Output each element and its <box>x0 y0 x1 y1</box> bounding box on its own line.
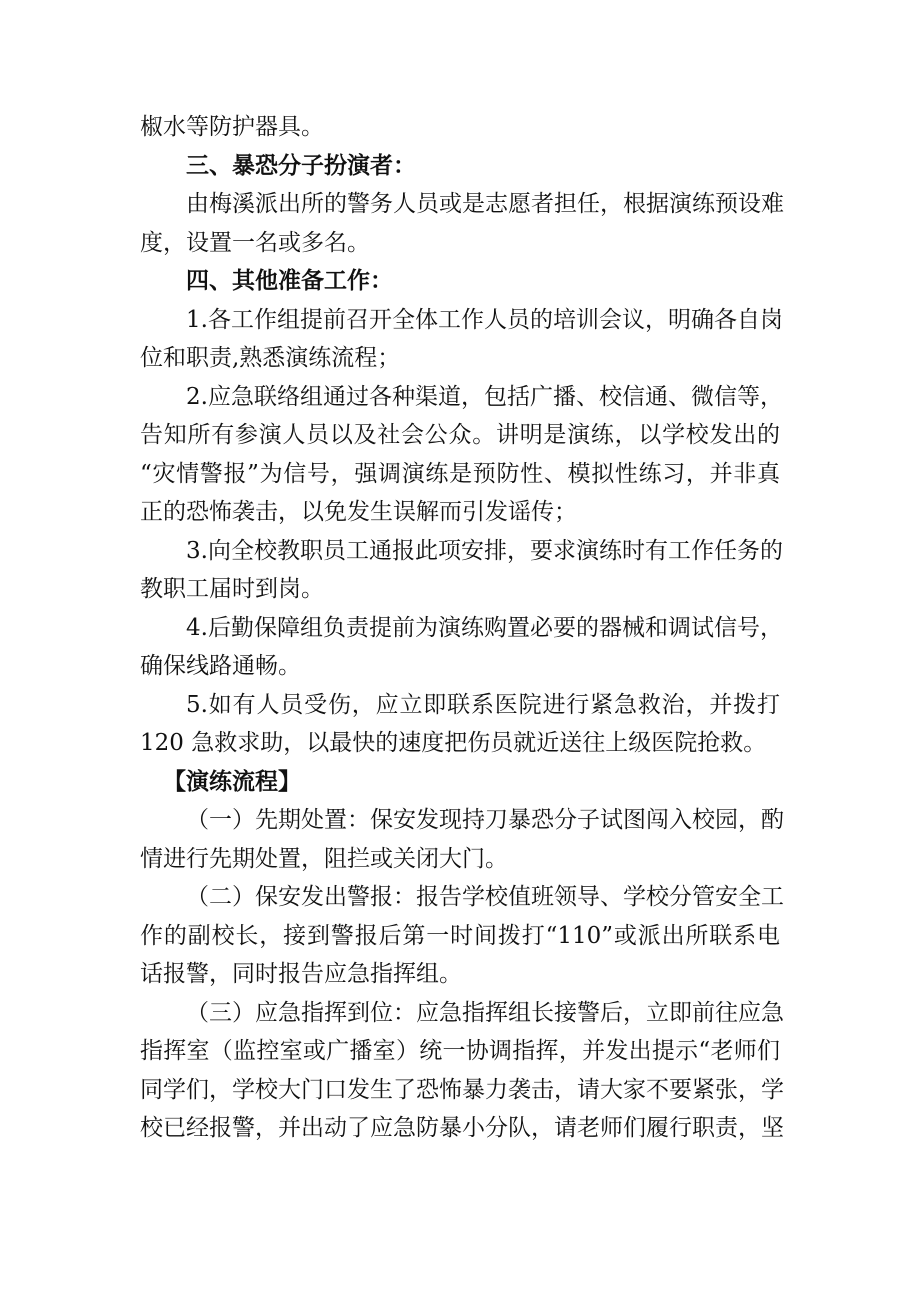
text-line: 校已经报警，并出动了应急防暴小分队，请老师们履行职责，坚 <box>140 1115 784 1141</box>
text-line: 度，设置一名或多名。 <box>140 229 370 256</box>
text-line: 告知所有参演人员以及社会公众。讲明是演练，以学校发出的 <box>140 422 780 448</box>
text-line: 正的恐怖袭击，以免发生误解而引发谣传； <box>140 499 577 525</box>
text-line: （二）保安发出警报：报告学校值班领导、学校分管安全工 <box>186 884 784 910</box>
text-line: “灾情警报”为信号，强调演练是预防性、模拟性练习，并非真 <box>140 460 780 487</box>
text-line: 作的副校长，接到警报后第一时间拨打“110”或派出所联系电 <box>140 922 780 949</box>
text-line: 指挥室（监控室或广播室）统一协调指挥，并发出提示“老师们 <box>140 1038 780 1064</box>
text-line: 同学们，学校大门口发生了恐怖暴力袭击，请大家不要紧张，学 <box>140 1076 784 1103</box>
text-line: 确保线路通畅。 <box>140 653 301 679</box>
text-line: 120 急救求助，以最快的速度把伤员就近送往上级医院抢救。 <box>140 730 767 756</box>
text-line: （一）先期处置：保安发现持刀暴恐分子试图闯入校园，酌 <box>186 807 784 833</box>
text-line: 3.向全校教职员工通报此项安排，要求演练时有工作任务的 <box>186 537 783 564</box>
text-line: 4.后勤保障组负责提前为演练购置必要的器械和调试信号， <box>186 614 783 641</box>
text-line: 2.应急联络组通过各种渠道，包括广播、校信通、微信等， <box>186 383 783 410</box>
text-line: 话报警，同时报告应急指挥组。 <box>140 961 462 987</box>
text-line: 教职工届时到岗。 <box>140 576 324 602</box>
section-heading-other-prep: 四、其他准备工作： <box>186 267 393 294</box>
text-line: 5.如有人员受伤，应立即联系医院进行紧急救治，并拨打 <box>186 691 780 718</box>
text-line: 情进行先期处置，阻拦或关闭大门。 <box>140 845 508 872</box>
document-page <box>140 108 784 1148</box>
section-heading-drill-process: 【演练流程】 <box>163 767 301 795</box>
text-line: 位和职责,熟悉演练流程； <box>140 345 401 371</box>
text-line: 由梅溪派出所的警务人员或是志愿者担任，根据演练预设难 <box>186 191 784 217</box>
section-heading-performer: 三、暴恐分子扮演者： <box>186 151 416 179</box>
text-line: 1.各工作组提前召开全体工作人员的培训会议，明确各自岗 <box>186 306 783 333</box>
text-line: 椒水等防护器具。 <box>140 114 324 140</box>
text-line: （三）应急指挥到位：应急指挥组长接警后，立即前往应急 <box>186 999 784 1026</box>
